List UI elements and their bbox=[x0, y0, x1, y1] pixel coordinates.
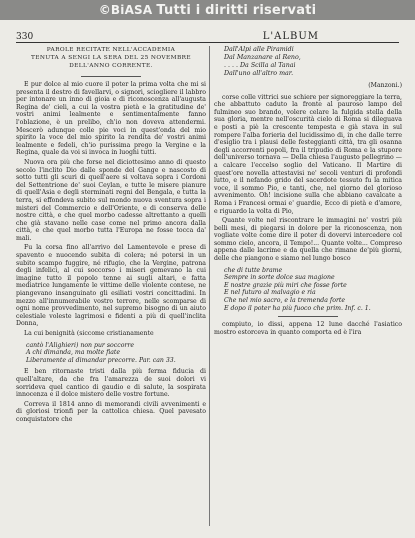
watermark-banner bbox=[0, 0, 415, 20]
verse-line: E nel futuro al malvagio e ria bbox=[224, 289, 316, 297]
verse-line: A chi dimanda, ma molte fiate bbox=[26, 349, 121, 357]
section-rule bbox=[278, 316, 338, 317]
verse-intro: La cui benignità (siccome cristianamente bbox=[24, 330, 154, 337]
caption-rule bbox=[81, 76, 141, 77]
journal-title: L'ALBUM bbox=[262, 31, 319, 42]
watermark-text: Tutti i diritti riservati bbox=[156, 2, 317, 18]
paragraph: Correva il 1814 anno di memorandi civili avvenimenti e di gloriosi trionfi per la cattolica chiesa. Quel pavesato conquistatore che bbox=[16, 400, 206, 423]
verse-line: Dall'uno all'altro mar. bbox=[224, 70, 294, 77]
paragraph: Nuova ora più che forse nel diciottesimo anno di questo secolo l'inclito Dio dalle sponde del Gange e nascosto di sotto tutti gli scuri di quell'aere si voltava sopra i Cordoni del Settentrione de' suoi Ceylan, e tutte le misere pianure di quell'Asia e degli sterminati regni del Bengala, e tutta la terra, si effondeva subito sul mondo nuova sventura sopra i misteri del Commercio e dell'Oriente, e di conserva delle nostre città, e che quel morbo cadesse altrettanto a quelli che già stavano nelle case come nel primo ancora dalla città, e che quel morbo tutta l'Europa ne fosse tocca da' mali. bbox=[16, 158, 206, 242]
caption-line-1: PAROLE RECITATE NELL'ACCADEMIA bbox=[46, 47, 176, 53]
verse-block bbox=[214, 267, 402, 313]
paragraph: compiuto, io dissi, appena 12 lune dacché l'asiatico mostro estorceva in quanto comporta ed è l'ira bbox=[214, 321, 402, 336]
verse-line: . . . . Da Scilla al Tanai bbox=[224, 62, 296, 69]
paragraph: Quante volte nel riscontrare le immagini ne' vostri più belli mesi, di piegarsi in dolore per la riconoscenza, non vogliate volte come dire il poter di dovervi intercedere col sommo cielo, ancora, il Tempo!... Quante volte... Compreso appena dalle lacrime e da quella che rimane de'più giorni, delle che piangono e siamo nel lungo bosco bbox=[214, 217, 402, 263]
caption-line-2: TENUTA A SENGI LA SERA DEL 25 NOVEMBRE bbox=[30, 55, 192, 61]
verse-line: Liberamente al dimandar precorre. Par. can 33. bbox=[26, 356, 176, 364]
verse-block bbox=[16, 342, 206, 365]
verse-line: E dopo il poter ha più fuoco che prim. Inf. c. 1. bbox=[224, 304, 371, 312]
verse-line: Sempre in sorte dolce sua magione bbox=[224, 274, 335, 282]
verse-line: cantò l'Alighieri) non pur soccorre bbox=[26, 341, 134, 349]
page-number: 330 bbox=[16, 32, 34, 42]
page-header bbox=[16, 30, 399, 43]
verse-line: E nostre grazie più miri che fosse forte bbox=[224, 281, 347, 289]
verse-attribution: (Manzoni.) bbox=[368, 82, 402, 89]
biasa-logo: ©BiASA bbox=[98, 3, 153, 17]
verse-line: Dall'Alpi alle Piramidi bbox=[224, 46, 294, 53]
column-divider bbox=[209, 46, 210, 526]
left-column bbox=[16, 46, 206, 426]
paragraph: Fu la corsa fino all'arrivo del Lamentevole e prese di spavento e nuocendo subita di colera; né potersi in un subito scampo fuggire, né rifugio, che la Vergine, patrona degli infelici, al cui soccorso i miseri gemevano la cui imagine tutto il popolo tenne ai sugli altari, e fatta mediatrice lungamente le vittime delle violente contese, ne piangevano insanguinato gli esiliati vostri concittadini. In mezzo all'innumerabile vostro terrore, nelle scomparse di ogni nome provvedimento, nel supremo bisogno di un aiuto celestiale voleste lagrimosi e fidenti a più di quell'inclita Donna, bbox=[16, 244, 206, 328]
right-column bbox=[214, 46, 402, 338]
epigraph-verse bbox=[214, 46, 402, 78]
caption-line-3: DELL'ANNO CORRENTE. bbox=[69, 63, 153, 69]
verse-line: Dal Manzanare al Reno, bbox=[224, 54, 301, 61]
verse-line: Che nel mio sacro, e la tremenda forte bbox=[224, 297, 346, 305]
paragraph: E pur dolce al mio cuore il poter la prima volta che mi si presenta il destro di favellarvi, o signori, sciogliere il labbro per intonare un inno di gioia e di riconoscenza all'augusta Regina de' cieli, a cui la vostra pietà e la gratitudine de' vostri animi lealmente e sentimentalmente fanno l'oblazione, è un prelibo, ch'io non doveva attendermi. Mescerò adunque colle pie voci in quest'onda del mio spirito la voce del mio spirito la rendita de' vostri animi lealmente e fedeli, ch'io purissima prego la Vergine e la Regina, quale da voi si invoca in luoghi tutti. bbox=[16, 81, 206, 157]
paragraph: corse colle vittrici sue schiere per signoreggiare la terra, che abbattuto caduto la fronte al pauroso lampo del fulmineo suo brando, volere celare la fulgida stella della sua gloria, mentre nell'oscurità cielo di Roma si dileguava e posti a piè la crescente tempesta e già stava in sul rompere l'alba forieria del lucidissimo di, in che dalle terre d'esiglio tra i plausi delle festeggianti città, tra gli osanna degli accorrenti popoli, fra il tripudio di Roma e la stupore dell'universo tornava — Della chiesa l'augusto pellegrino — a calcare l'eccelso soglio del Vaticano. Il Martire di quest'ore novella attestavisi ne' secoli venturi di profondi lutto, e il nefando grido del sacerdote tessuto fu la mitica voce, il sommo Pio, e tanti, che, nel giorno del glorioso avvenimento. Oh! incisione sulla che abbiano cavalcate a Roma i Francesi ormai e' guardie, Ecco di pietà e d'amore, e riguardo la volta di Pio, bbox=[214, 93, 402, 215]
paragraph: E ben ritornaste tristi dalla più ferma fiducia di quell'altare, da che fra l'amarezza de suoi dolori vi sorrideva quel cantico di gaudio e di salute, la sospirata innocenza e il dolce mistero delle vostre fortune. bbox=[16, 368, 206, 399]
verse-line: che di tutte brame bbox=[224, 266, 283, 274]
article-caption bbox=[16, 46, 206, 70]
